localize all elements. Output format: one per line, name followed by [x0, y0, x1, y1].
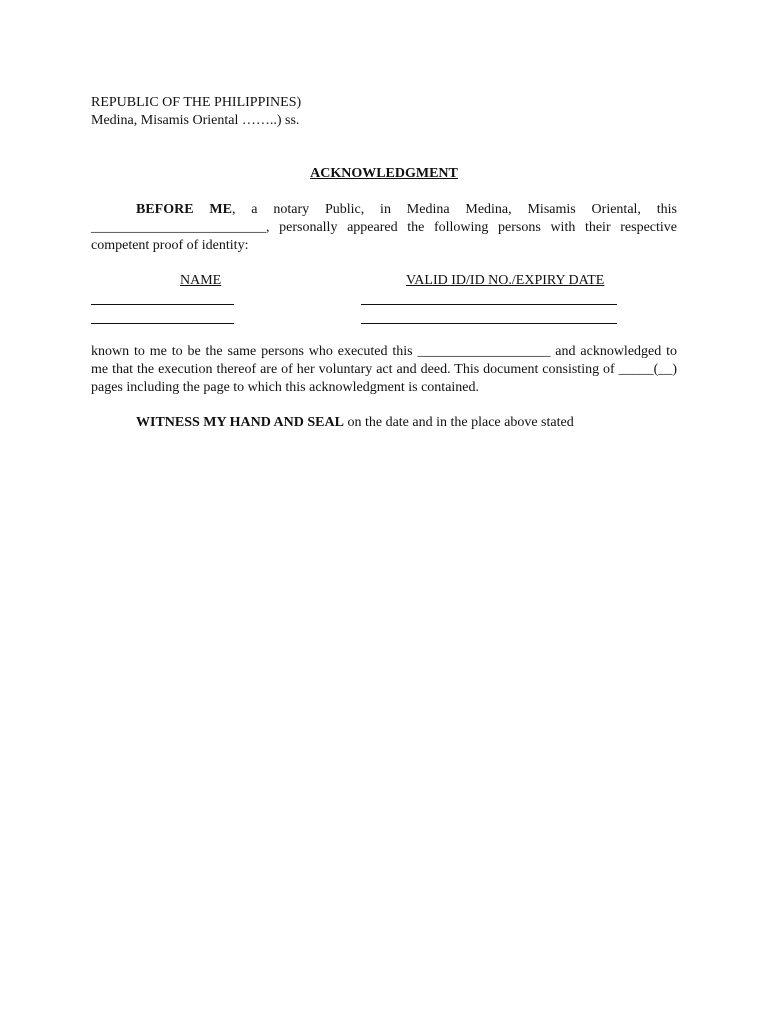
venue-block: [91, 94, 491, 130]
id-blank-line: [361, 323, 617, 324]
before-me-paragraph: [91, 201, 677, 255]
witness-text: on the date and in the place above stated: [343, 415, 574, 430]
name-blank-line: [91, 323, 234, 324]
document-title: ACKNOWLEDGMENT: [310, 166, 458, 181]
venue-country: REPUBLIC OF THE PHILIPPINES): [91, 95, 302, 110]
name-blank-line: [91, 304, 234, 305]
witness-paragraph: [91, 414, 677, 432]
witness-lead: WITNESS MY HAND AND SEAL: [136, 415, 344, 430]
before-me-lead: BEFORE ME: [136, 202, 232, 217]
before-me-text: , a notary Public, in Medina Medina, Misamis Oriental, this _________________________, personally appeared the following persons with their respective competent proof of identity:: [91, 202, 677, 253]
known-to-me-paragraph: known to me to be the same persons who executed this ___________________ and acknowledged to me that the execution thereof are of her voluntary act and deed. This document consisting of _____(__) pages including the page to which this acknowledgment is contained.: [91, 344, 677, 395]
venue-locality: Medina, Misamis Oriental ……..) ss.: [91, 113, 300, 128]
name-column-header: NAME: [180, 273, 222, 288]
id-column-header: VALID ID/ID NO./EXPIRY DATE: [406, 273, 605, 288]
id-blank-line: [361, 304, 617, 305]
